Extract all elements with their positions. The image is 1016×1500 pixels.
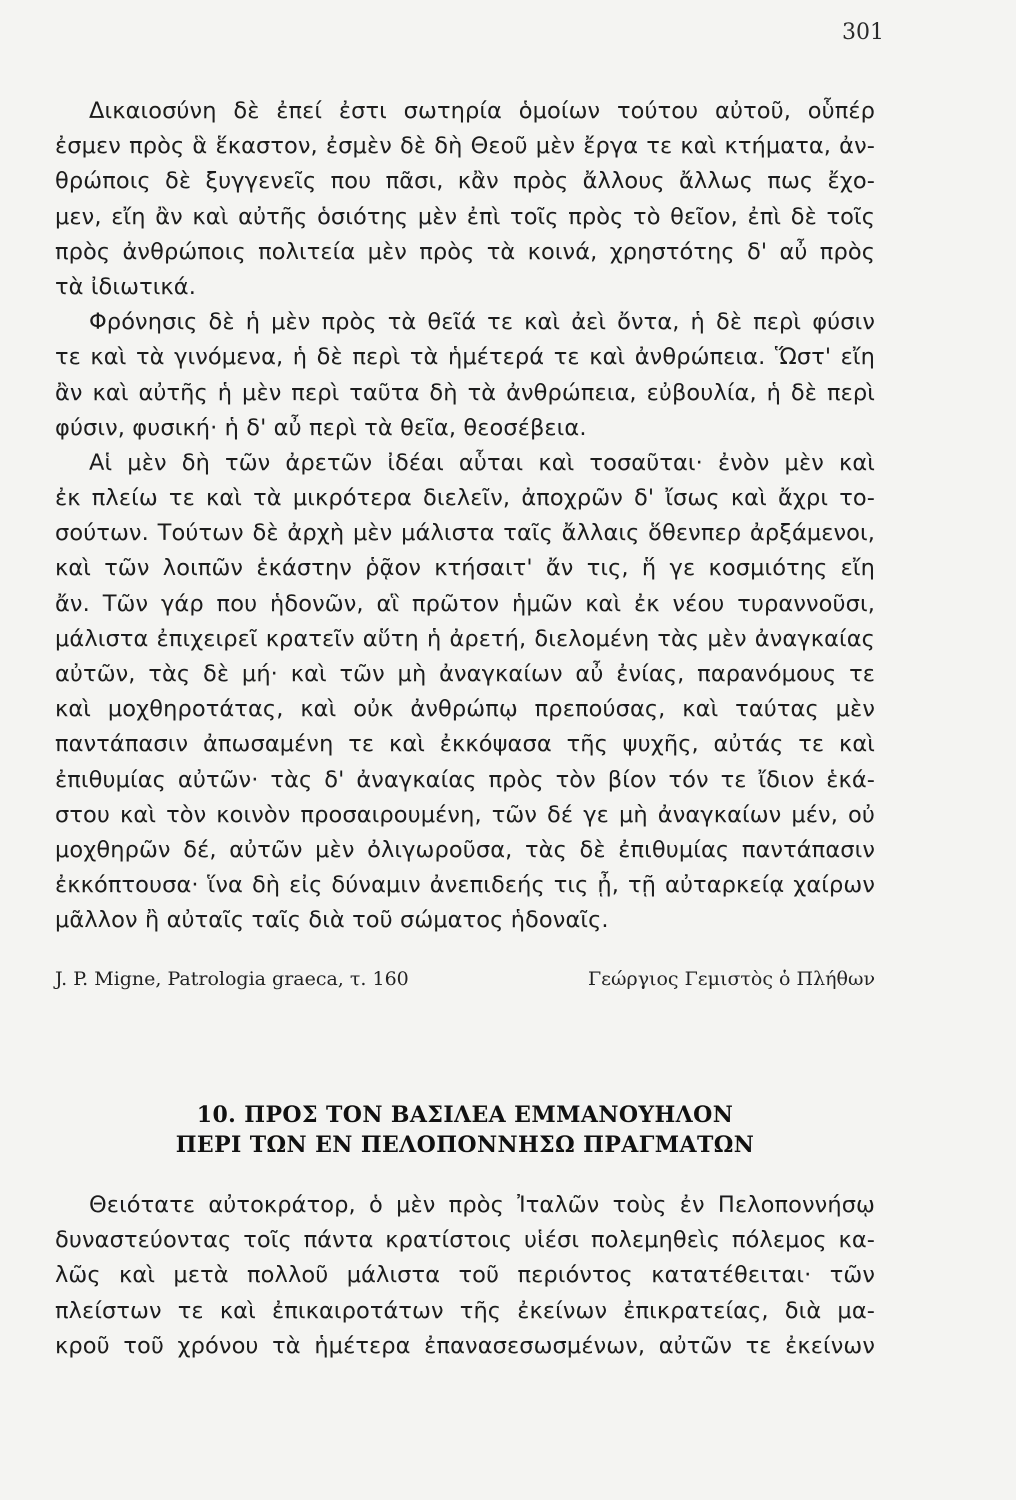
text-line: ἐκκόπτουσα· ἵνα δὴ εἰς δύναμιν ἀνεπιδεής τις ᾖ, τῇ αὐταρκείᾳ χαίρων xyxy=(55,872,875,899)
text-line: Αἱ μὲν δὴ τῶν ἀρετῶν ἰδέαι αὗται καὶ τοσαῦται· ἐνὸν μὲν καὶ xyxy=(89,449,875,476)
text-line: ἐσμεν πρὸς ἃ ἕκαστον, ἐσμὲν δὲ δὴ Θεοῦ μὲν ἔργα τε καὶ κτήματα, ἀν- xyxy=(55,133,875,160)
text-line: στου καὶ τὸν κοινὸν προσαιρουμένη, τῶν δέ γε μὴ ἀναγκαίων μέν, οὐ xyxy=(55,801,875,828)
text-line: Δικαιοσύνη δὲ ἐπεί ἐστι σωτηρία ὁμοίων τούτου αὐτοῦ, οὗπέρ xyxy=(89,98,875,124)
section-heading-line: 10. ΠΡΟΣ ΤΟΝ ΒΑΣΙΛΕΑ ΕΜΜΑΝΟΥΗΛΟΝ xyxy=(196,1102,734,1128)
page-number: 301 xyxy=(842,20,884,45)
text-line: τὰ ἰδιωτικά. xyxy=(55,273,196,300)
section-heading xyxy=(55,1100,875,1160)
citation-source: J. P. Migne, Patrologia graeca, τ. 160 xyxy=(55,968,409,990)
text-line: τε καὶ τὰ γινόμενα, ἡ δὲ περὶ τὰ ἡμέτερά τε καὶ ἀνθρώπεια. Ὥστ' εἴη xyxy=(55,344,875,371)
text-line: καὶ τῶν λοιπῶν ἑκάστην ῥᾷον κτήσαιτ' ἄν τις, ἥ γε κοσμιότης εἴη xyxy=(55,555,875,582)
text-line: ἐπιθυμίας αὐτῶν· τὰς δ' ἀναγκαίας πρὸς τὸν βίον τόν τε ἴδιον ἑκά- xyxy=(55,766,875,793)
text-line: ἐκ πλείω τε καὶ τὰ μικρότερα διελεῖν, ἀποχρῶν δ' ἴσως καὶ ἄχρι το- xyxy=(55,485,875,512)
citation xyxy=(55,968,875,990)
text-line: λῶς καὶ μετὰ πολλοῦ μάλιστα τοῦ περιόντος κατατέθειται· τῶν xyxy=(55,1262,875,1289)
text-line: μάλιστα ἐπιχειρεῖ κρατεῖν αὕτη ἡ ἀρετή, διελομένη τὰς μὲν ἀναγκαίας xyxy=(55,625,875,652)
paragraph-prudence xyxy=(55,305,875,446)
section-heading-line: ΠΕΡΙ ΤΩΝ ΕΝ ΠΕΛΟΠΟΝΝΗΣΩ ΠΡΑΓΜΑΤΩΝ xyxy=(175,1132,755,1158)
paragraph-letter-opening xyxy=(55,1188,875,1364)
text-line: καὶ μοχθηροτάτας, καὶ οὐκ ἀνθρώπῳ πρεπούσας, καὶ ταύτας μὲν xyxy=(55,696,875,723)
text-line: μᾶλλον ἢ αὐταῖς ταῖς διὰ τοῦ σώματος ἡδοναῖς. xyxy=(55,907,609,934)
text-line: ἂν καὶ αὐτῆς ἡ μὲν περὶ ταῦτα δὴ τὰ ἀνθρώπεια, εὐβουλία, ἡ δὲ περὶ xyxy=(55,379,875,406)
text-line: μοχθηρῶν δέ, αὐτῶν μὲν ὀλιγωροῦσα, τὰς δὲ ἐπιθυμίας παντάπασιν xyxy=(55,836,875,863)
paragraph-justice xyxy=(55,94,875,305)
text-line: θρώποις δὲ ξυγγενεῖς που πᾶσι, κἂν πρὸς ἄλλους ἄλλως πως ἔχο- xyxy=(55,168,875,195)
paragraph-virtues xyxy=(55,446,875,939)
text-line: ἄν. Τῶν γάρ που ἡδονῶν, αἳ πρῶτον ἡμῶν καὶ ἐκ νέου τυραννοῦσι, xyxy=(55,590,875,617)
text-line: αὐτῶν, τὰς δὲ μή· καὶ τῶν μὴ ἀναγκαίων αὖ ἐνίας, παρανόμους τε xyxy=(55,661,875,687)
text-line: παντάπασιν ἀπωσαμένη τε καὶ ἐκκόψασα τῆς ψυχῆς, αὐτάς τε καὶ xyxy=(55,731,875,758)
text-line: πλείστων τε καὶ ἐπικαιροτάτων τῆς ἐκείνων ἐπικρατείας, διὰ μα- xyxy=(55,1297,875,1324)
text-line: Θειότατε αὐτοκράτορ, ὁ μὲν πρὸς Ἰταλῶν τοὺς ἐν Πελοποννήσῳ xyxy=(89,1192,875,1218)
text-line: δυναστεύοντας τοῖς πάντα κρατίστοις υἱέσι πολεμηθεὶς πόλεμος κα- xyxy=(55,1227,875,1254)
text-line: σούτων. Τούτων δὲ ἀρχὴ μὲν μάλιστα ταῖς ἄλλαις ὅθενπερ ἀρξάμενοι, xyxy=(55,520,875,547)
text-block-bottom xyxy=(55,1188,875,1364)
text-line: Φρόνησις δὲ ἡ μὲν πρὸς τὰ θεῖά τε καὶ ἀεὶ ὄντα, ἡ δὲ περὶ φύσιν xyxy=(89,309,875,336)
text-line: φύσιν, φυσική· ἡ δ' αὖ περὶ τὰ θεῖα, θεοσέβεια. xyxy=(55,414,587,441)
text-block-top xyxy=(55,94,875,939)
text-line: κροῦ τοῦ χρόνου τὰ ἡμέτερα ἐπανασεσωσμένων, αὐτῶν τε ἐκείνων xyxy=(55,1332,875,1359)
text-line: πρὸς ἀνθρώποις πολιτεία μὲν πρὸς τὰ κοινά, χρηστότης δ' αὖ πρὸς xyxy=(55,238,875,265)
text-line: μεν, εἴη ἂν καὶ αὐτῆς ὁσιότης μὲν ἐπὶ τοῖς πρὸς τὸ θεῖον, ἐπὶ δὲ τοῖς xyxy=(55,203,875,230)
citation-author: Γεώργιος Γεμιστὸς ὁ Πλήθων xyxy=(588,968,875,990)
